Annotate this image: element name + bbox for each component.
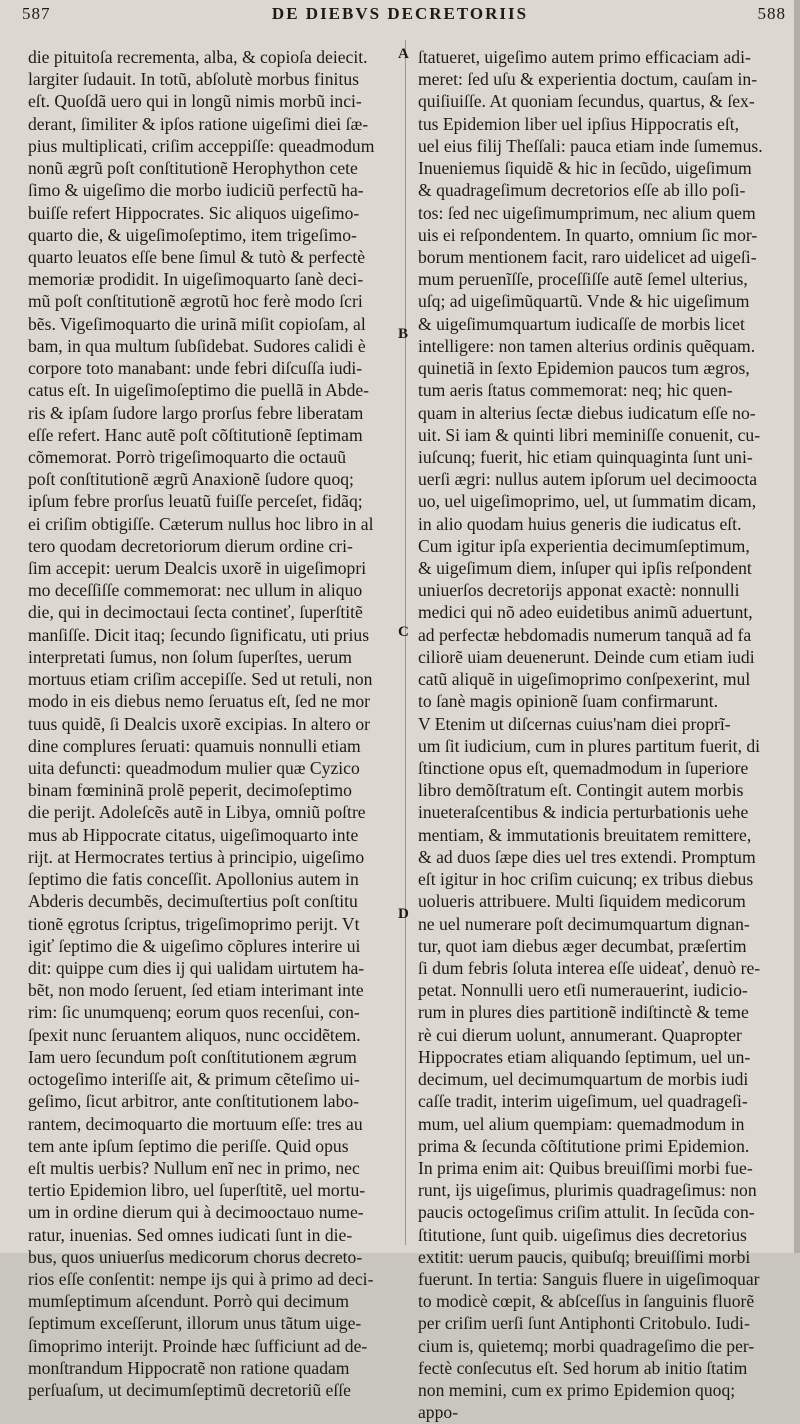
text-line: tertio Epidemion libro, uel ſuperſtitẽ, uel mortu- xyxy=(28,1180,366,1201)
text-line: eſt igitur in hoc criſim cuicunq; ex tribus diebus xyxy=(418,869,754,890)
text-line: uis ei reſpondentem. In quarto, omnium ſic mor- xyxy=(418,224,758,245)
text-line: per criſim uerſi ſunt Antiphonti Critobulo. Iudi- xyxy=(418,1313,750,1334)
right-column xyxy=(418,46,772,1424)
text-line: ciliorẽ uiam deuenerunt. Deinde cum etiam iudi xyxy=(418,646,755,667)
text-line: ris & ipſam ſudore largo prorſus febre liberatam xyxy=(28,402,364,423)
text-line: rim: ſic unumquenq; eorum quos recenſui, con- xyxy=(28,1002,360,1023)
text-line: paucis octogeſimus criſim attulit. In ſecũda con- xyxy=(418,1202,755,1223)
text-line: rè cui dierum uolunt, annumerant. Quapropter xyxy=(418,1024,742,1045)
text-line: corpore toto manabant: unde febri diſcuſſa iudi- xyxy=(28,358,363,379)
text-line: rantem, decimoquarto die mortuum eſſe: tres au xyxy=(28,1113,363,1134)
text-line: ſi dum febris ſoluta interea eſſe uideať, denuò re- xyxy=(418,957,761,978)
text-line: petat. Nonnulli uero etſi numerauerint, iudicio- xyxy=(418,980,748,1001)
text-line: catus eſt. In uigeſimoſeptimo die puellã in Abde- xyxy=(28,380,370,401)
margin-letter: C xyxy=(398,624,409,640)
text-line: V Etenim ut diſcernas cuius'nam diei proprĩ- xyxy=(418,713,731,734)
text-line: quarto leuatos eſſe bene ſimul & tutò & perfectè xyxy=(28,246,366,267)
text-line: buiſſe refert Hippocrates. Sic aliquos uigeſimo- xyxy=(28,202,360,223)
text-line: quam in alterius ſectæ diebus iudicatum eſſe no- xyxy=(418,402,756,423)
page-number-left: 587 xyxy=(22,4,51,23)
text-line: meret: ſed uſu & experientia doctum, cauſam in- xyxy=(418,69,758,90)
left-column xyxy=(28,46,396,1401)
text-line: ſtitutione, ſunt quib. uigeſimus dies decretorius xyxy=(418,1224,747,1245)
text-line: catũ aliquẽ in uigeſimoprimo conſpexerint, mul xyxy=(418,669,751,690)
text-line: derant, ſimiliter & ipſos ratione uigeſimi diei ſæ- xyxy=(28,113,369,134)
text-line: pius multiplicati, criſim acceppiſſe: queadmodum xyxy=(28,135,375,156)
text-line: manſiſſe. Dicit itaq; ſecundo ſignificatu, uti prius xyxy=(28,624,370,645)
text-line: tum aeris ſtatus commemorat: neq; hic quen- xyxy=(418,380,733,401)
text-line: mortuus etiam criſim accepiſſe. Sed ut retuli, non xyxy=(28,669,373,690)
text-line: perſuaſum, ut decimumſeptimũ decretoriũ eſſe xyxy=(28,1380,351,1401)
text-line: mumſeptimum aſcendunt. Porrò qui decimum xyxy=(28,1291,350,1312)
text-line: geſimo, ſicut arbitror, ante conſtitutionem labo- xyxy=(28,1091,360,1112)
text-line: die, qui in decimoctaui ſecta contineť, ſuperſtitẽ xyxy=(28,602,363,623)
text-line: rios eſſe conſentit: nempe ijs qui à primo ad deci- xyxy=(28,1269,374,1290)
margin-letter: D xyxy=(398,906,409,922)
text-line: Abderis decumbẽs, decimuſtertius poſt conſtitu xyxy=(28,891,358,912)
page-edge xyxy=(794,0,800,1253)
text-line: ſeptimo die fatis conceſſit. Apollonius autem in xyxy=(28,869,359,890)
text-line: dit: quippe cum dies ij qui ualidam uirtutem ha- xyxy=(28,957,365,978)
text-line: In prima enim ait: Quibus breuiſſimi morbi fue- xyxy=(418,1157,753,1178)
text-line: Cum igitur ipſa experientia decimumſeptimum, xyxy=(418,535,750,556)
text-line: & quadrageſimum decretorios eſſe ab illo poſi- xyxy=(418,180,746,201)
text-line: memoriæ prodidit. In uigeſimoquarto ſanè deci- xyxy=(28,269,364,290)
text-line: ipſum febre prorſus leuatũ fuiſſe perceſet, fidãq; xyxy=(28,491,363,512)
text-line: ad perfectæ hebdomadis numerum tanquã ad fa xyxy=(418,624,752,645)
text-line: tem ante ipſum ſeptimo die periſſe. Quid opus xyxy=(28,1135,349,1156)
text-line: largiter ſudauit. In totũ, abſolutè morbus finitus xyxy=(28,69,359,90)
text-line: to modicè cœpit, & abſceſſus in ſanguinis fluorẽ xyxy=(418,1291,755,1312)
text-line: uit. Si iam & quinti libri meminiſſe conuenit, cu- xyxy=(418,424,761,445)
text-line: uniuerſos decretorijs apponat exactè: nonnulli xyxy=(418,580,740,601)
text-line: tos: ſed nec uigeſimumprimum, nec alium quem xyxy=(418,202,756,223)
text-line: nonũ ægrũ poſt conſtitutionẽ Herophython cete xyxy=(28,158,358,179)
text-line: mum peruenĩſſe, proceſſiſſe autẽ ſemel ulterius, xyxy=(418,269,748,290)
text-line: ſtinctione opus eſt, quemadmodum in ſuperiore xyxy=(418,758,749,778)
text-line: & uigeſimumquartum iudicaſſe de morbis licet xyxy=(418,313,745,334)
text-line: iuſcunq; fuerit, hic etiam quinquaginta ſunt uni- xyxy=(418,446,753,467)
text-line: mum, uel alium quempiam: quemadmodum in xyxy=(418,1113,745,1134)
text-line: rijt. at Hermocrates tertius à principio, uigeſimo xyxy=(28,846,365,867)
text-line: mus ab Hippocrate citatus, uigeſimoquarto inte xyxy=(28,824,359,845)
text-line: ne uel numerare poſt decimumquartum dignan- xyxy=(418,913,750,934)
text-line: um in ordine dierum qui à decimooctauo nume- xyxy=(28,1202,364,1223)
text-line: interpretati ſumus, non ſolum ſuperſtes, uerum xyxy=(28,646,352,667)
text-line: non memini, cum ex primo Epidemion quoq; xyxy=(418,1380,736,1401)
text-line: quarto die, & uigeſimoſeptimo, item trigeſimo- xyxy=(28,224,357,245)
text-line: medici qui nõ adeo euidetibus animũ aduertunt, xyxy=(418,602,753,623)
text-line: eſt. Quoſdã uero qui in longũ nimis morbũ inci- xyxy=(28,91,362,112)
text-line: um ſit iudicium, cum in plures partitum fuerit, di xyxy=(418,735,761,756)
margin-letter: B xyxy=(398,326,409,342)
text-line: intelligere: non tamen alterius ordinis quẽquam. xyxy=(418,335,756,356)
text-line: uel eius filij Theſſali: pauca etiam inde ſumemus. xyxy=(418,135,763,156)
text-line: cium is, quietemq; morbi quadrageſimo die per- xyxy=(418,1335,755,1356)
text-line: bẽs. Vigeſimoquarto die urinã miſit copioſam, al xyxy=(28,313,366,334)
text-line: borum mentionem facit, raro uidelicet ad uigeſi- xyxy=(418,246,757,267)
text-line: appo- xyxy=(418,1402,459,1423)
text-line: tur, quot iam diebus æger decumbat, præſertim xyxy=(418,935,747,956)
page-number-right: 588 xyxy=(757,4,786,23)
text-line: ſtatueret, uigeſimo autem primo efficaciam adi- xyxy=(418,47,751,67)
text-line: tuus quidẽ, ſi Dealcis uxorẽ excipias. In altero or xyxy=(28,713,370,734)
text-line: monſtrandum Hippocratẽ non ratione quadam xyxy=(28,1357,350,1378)
margin-letter: A xyxy=(398,46,409,62)
text-line: fuerunt. In tertia: Sanguis fluere in uigeſimoquar xyxy=(418,1269,760,1290)
text-line: ſimo & uigeſimo die morbo iudiciũ perfectũ ha- xyxy=(28,180,364,201)
text-line: tero quodam decretoriorum dierum ordine cri- xyxy=(28,535,353,556)
text-line: binam fœmininã prolẽ peperit, decimoſeptimo xyxy=(28,780,352,801)
text-line: bam, in qua multum ſubſidebat. Sudores calidi è xyxy=(28,335,366,356)
text-line: Iam uero ſecundum poſt conſtitutionem ægrum xyxy=(28,1046,357,1067)
text-line: die pituitoſa recrementa, alba, & copioſa deiecit. xyxy=(28,47,368,67)
text-line: dine complures ſeruati: quamuis nonnulli etiam xyxy=(28,735,361,756)
text-line: prima & ſecunda cõſtitutione primi Epidemion. xyxy=(418,1135,750,1156)
text-line: Inueniemus ſiquidẽ & hic in ſecũdo, uigeſimum xyxy=(418,158,752,179)
text-line: uolueris attribuere. Multi ſiquidem medicorum xyxy=(418,891,746,912)
column-rule xyxy=(405,40,406,1245)
text-line: ſpexit nunc ſeruantem aliquos, nunc occidẽtem. xyxy=(28,1024,361,1045)
text-line: ſimoprimo interijt. Proinde hæc ſufficiunt ad de- xyxy=(28,1335,368,1356)
text-line: cõmemorat. Porrò trigeſimoquarto die octauũ xyxy=(28,446,347,467)
text-line: fectè conſecutus eſt. Sed horum ab initio ſtatim xyxy=(418,1357,748,1378)
text-line: ſeptimum exceſſerunt, illorum unus tãtum uige- xyxy=(28,1313,362,1334)
text-line: uerſi ægri: nullus autem ipſorum uel decimoocta xyxy=(418,469,758,490)
text-line: eſt multis uerbis? Nullum enĩ nec in primo, nec xyxy=(28,1157,360,1178)
text-line: & uigeſimum diem, inſuper qui ipſis reſpondent xyxy=(418,558,752,579)
text-line: eſſe refert. Hanc autẽ poſt cõſtitutionẽ ſeptimam xyxy=(28,424,363,445)
text-line: in alio quodam huius generis die iudicatus eſt. xyxy=(418,513,742,534)
text-line: poſt conſtitutionẽ ægrũ Anaxionẽ ſudore quoq; xyxy=(28,469,354,490)
text-line: quinetiã in ſexto Epidemion paucos tum ægros, xyxy=(418,358,750,379)
text-line: tionẽ ęgrotus ſcriptus, trigeſimoprimo perijt. Vt xyxy=(28,913,360,934)
text-line: & ad duos ſæpe dies uel tres extendi. Promptum xyxy=(418,846,756,867)
text-line: modo in eis diebus nemo ſeruatus eſt, ſed ne mor xyxy=(28,691,371,712)
text-line: mentiam, & immutationis breuitatem remittere, xyxy=(418,824,752,845)
text-line: ei criſim obtigiſſe. Cæterum nullus hoc libro in al xyxy=(28,513,374,534)
text-line: die perijt. Adoleſcẽs autẽ in Libya, omniũ poſtre xyxy=(28,802,366,823)
text-line: mũ poſt conſtitutionẽ ægrotũ hoc ferè modo ſcri xyxy=(28,291,363,312)
text-line: decimum, uel decimumquartum de morbis iudi xyxy=(418,1069,749,1090)
text-line: mo deceſſiſſe commemorat: nec ullum in aliquo xyxy=(28,580,363,601)
text-line: inueteraſcentibus & indicia perturbationis uehe xyxy=(418,802,749,823)
text-line: uita defuncti: queadmodum mulier quæ Cyzico xyxy=(28,758,360,778)
text-line: caſſe tradit, interim uigeſimum, uel quadrageſi- xyxy=(418,1091,748,1112)
text-line: runt, ijs uigeſimus, plurimis quadrageſimus: non xyxy=(418,1180,757,1201)
text-line: igiť ſeptimo die & uigeſimo cõplures interire ui xyxy=(28,935,361,956)
text-line: ſim accepit: uerum Dealcis uxorẽ in uigeſimopri xyxy=(28,558,367,579)
text-line: uſq; ad uigeſimũquartũ. Vnde & hic uigeſimum xyxy=(418,291,750,312)
text-line: quiſiuiſſe. At quoniam ſecundus, quartus, & ſex- xyxy=(418,91,755,112)
text-line: bus, quos uniuerſus medicorum chorus decreto- xyxy=(28,1246,363,1267)
text-line: octogeſimo interiſſe ait, & primum cẽteſimo ui- xyxy=(28,1069,360,1090)
text-line: uo, uel uigeſimoprimo, uel, ut ſummatim dicam, xyxy=(418,491,757,512)
text-line: extitit: uerum paucis, quibuſq; breuiſſimi morbi xyxy=(418,1246,751,1267)
text-line: to ſanè magis opinionẽ ſuam confirmarunt. xyxy=(418,691,718,712)
text-line: ratur, inuenias. Sed omnes iudicati ſunt in die- xyxy=(28,1224,353,1245)
text-line: bẽt, non modo ſeruent, ſed etiam interimant inte xyxy=(28,980,364,1001)
text-line: rum in plures dies partitionẽ indiſtinctè & teme xyxy=(418,1002,749,1023)
text-line: Hippocrates etiam aliquando ſeptimum, uel un- xyxy=(418,1046,751,1067)
text-line: libro demõſtratum eſt. Contingit autem morbis xyxy=(418,780,744,801)
running-title: DE DIEBVS DECRETORIIS xyxy=(271,4,529,23)
text-line: tus Epidemion liber uel ipſius Hippocratis eſt, xyxy=(418,113,740,134)
